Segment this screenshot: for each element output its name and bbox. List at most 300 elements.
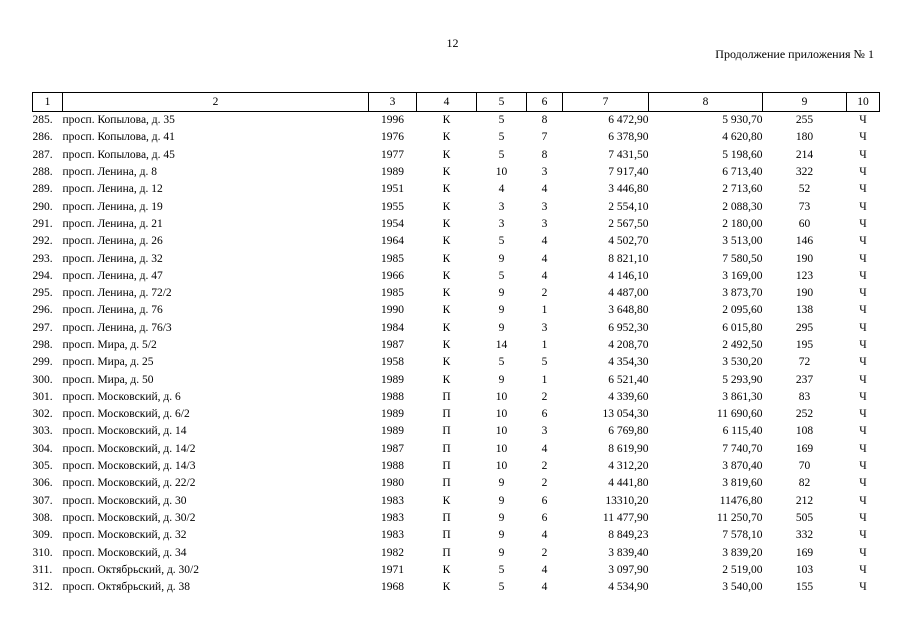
entrances-cell: 4 [541,183,548,196]
year-built-cell: 1989 [381,166,404,179]
year-built-cell: 1989 [381,373,404,386]
row-number-cell: 290. [32,200,53,213]
total-area-cell: 4 354,30 [608,356,649,369]
living-area-cell: 11 250,70 [716,511,763,524]
ownership-flag-cell: Ч [859,373,867,386]
row-number-cell: 310. [32,546,53,559]
row-number-cell: 287. [32,148,53,161]
table-row [33,285,880,302]
wall-material-cell: К [442,217,451,230]
entrances-cell: 4 [541,252,548,265]
year-built-cell: 1990 [381,304,404,317]
address-cell: просп. Ленина, д. 47 [62,269,163,282]
ownership-flag-cell: Ч [859,131,867,144]
table-header-row [33,93,880,112]
floors-cell: 3 [498,200,505,213]
ownership-flag-cell: Ч [859,200,867,213]
row-number-cell: 289. [32,183,53,196]
row-number-cell: 291. [32,217,53,230]
living-area-cell: 2 519,00 [722,563,763,576]
total-area-cell: 4 208,70 [608,339,649,351]
table-row [33,406,880,423]
wall-material-cell: К [442,148,451,161]
ownership-flag-cell: Ч [859,390,867,403]
floors-cell: 9 [498,373,505,386]
total-area-cell: 11 477,90 [602,511,649,524]
ownership-flag-cell: Ч [859,563,867,576]
total-area-cell: 4 339,60 [608,390,649,403]
residents-cell: 190 [795,252,814,265]
year-built-cell: 1954 [381,217,404,230]
living-area-cell: 6 015,80 [722,321,763,334]
floors-cell: 9 [498,494,505,507]
year-built-cell: 1988 [381,460,404,473]
floors-cell: 5 [498,563,505,576]
living-area-cell: 5 293,90 [722,373,763,386]
floors-cell: 9 [498,546,505,559]
row-number-cell: 285. [32,114,53,127]
entrances-cell: 3 [541,200,548,213]
floors-cell: 10 [495,408,508,421]
living-area-cell: 3 540,00 [722,581,763,594]
page-number: 12 [446,36,459,50]
living-area-cell: 11476,80 [719,494,763,507]
address-cell: просп. Московский, д. 14/2 [62,442,196,455]
table-row [33,510,880,527]
year-built-cell: 1982 [381,546,404,559]
table-row [33,129,880,146]
residents-cell: 108 [795,425,814,438]
entrances-cell: 7 [541,131,548,144]
row-number-cell: 300. [32,373,53,386]
living-area-cell: 3 861,30 [722,390,763,403]
table-row [33,371,880,388]
row-number-cell: 297. [32,321,53,334]
wall-material-cell: К [442,131,451,144]
entrances-cell: 4 [541,563,548,576]
floors-cell: 10 [495,442,508,455]
row-number-cell: 299. [32,356,53,369]
total-area-cell: 3 839,40 [608,546,649,559]
row-number-cell: 311. [32,563,53,576]
residents-cell: 83 [798,390,811,403]
wall-material-cell: П [442,408,451,421]
year-built-cell: 1976 [381,131,404,144]
entrances-cell: 4 [541,529,548,542]
wall-material-cell: К [442,339,451,351]
ownership-flag-cell: Ч [859,252,867,265]
floors-cell: 5 [498,148,505,161]
ownership-flag-cell: Ч [859,114,867,127]
floors-cell: 5 [498,235,505,248]
ownership-flag-cell: Ч [859,546,867,559]
ownership-flag-cell: Ч [859,581,867,594]
table-row [33,458,880,475]
total-area-cell: 6 521,40 [608,373,649,386]
address-cell: просп. Октябрьский, д. 30/2 [62,563,199,576]
table-row [33,233,880,250]
table-row [33,337,880,354]
floors-cell: 9 [498,529,505,542]
address-cell: просп. Московский, д. 14 [62,425,187,438]
address-cell: просп. Ленина, д. 12 [62,183,163,196]
row-number-cell: 298. [32,339,53,351]
address-cell: просп. Московский, д. 22/2 [62,477,196,490]
wall-material-cell: К [442,287,451,300]
column-header-3: 3 [369,93,417,112]
residents-cell: 138 [795,304,814,317]
total-area-cell: 3 097,90 [608,563,649,576]
year-built-cell: 1977 [381,148,404,161]
residents-cell: 252 [795,408,814,421]
floors-cell: 10 [495,390,508,403]
address-cell: просп. Московский, д. 6 [62,390,181,403]
row-number-cell: 302. [32,408,53,421]
ownership-flag-cell: Ч [859,287,867,300]
year-built-cell: 1996 [381,114,404,127]
living-area-cell: 6 713,40 [722,166,763,179]
row-number-cell: 286. [32,131,53,144]
column-header-10: 10 [847,93,880,112]
table-row [33,544,880,561]
table-row [33,493,880,510]
living-area-cell: 6 115,40 [722,425,763,438]
address-cell: просп. Ленина, д. 72/2 [62,287,172,300]
table-row [33,579,880,596]
total-area-cell: 2 567,50 [608,217,649,230]
floors-cell: 5 [498,356,505,369]
table-row [33,198,880,215]
year-built-cell: 1983 [381,494,404,507]
row-number-cell: 307. [32,494,53,507]
table-row [33,268,880,285]
year-built-cell: 1989 [381,425,404,438]
wall-material-cell: К [442,321,451,334]
column-header-8: 8 [649,93,763,112]
ownership-flag-cell: Ч [859,494,867,507]
wall-material-cell: К [442,269,451,282]
row-number-cell: 306. [32,477,53,490]
living-area-cell: 11 690,60 [716,408,763,421]
entrances-cell: 2 [541,390,548,403]
floors-cell: 5 [498,269,505,282]
wall-material-cell: К [442,114,451,127]
residents-cell: 82 [798,477,811,490]
year-built-cell: 1966 [381,269,404,282]
table-row [33,181,880,198]
total-area-cell: 8 849,23 [608,529,649,542]
entrances-cell: 1 [541,339,548,351]
residents-cell: 190 [795,287,814,300]
residents-cell: 73 [798,200,811,213]
living-area-cell: 7 740,70 [722,442,763,455]
address-cell: просп. Ленина, д. 32 [62,252,163,265]
ownership-flag-cell: Ч [859,183,867,196]
address-cell: просп. Октябрьский, д. 38 [62,581,191,594]
floors-cell: 9 [498,511,505,524]
address-cell: просп. Мира, д. 50 [62,373,154,386]
row-number-cell: 292. [32,235,53,248]
entrances-cell: 2 [541,477,548,490]
table-row [33,320,880,337]
row-number-cell: 312. [32,581,53,594]
total-area-cell: 13 054,30 [602,408,649,421]
living-area-cell: 7 578,10 [722,529,763,542]
floors-cell: 10 [495,425,508,438]
living-area-cell: 2 713,60 [722,183,763,196]
address-cell: просп. Мира, д. 25 [62,356,154,369]
floors-cell: 5 [498,581,505,594]
floors-cell: 9 [498,252,505,265]
address-cell: просп. Ленина, д. 19 [62,200,163,213]
residents-cell: 332 [795,529,814,542]
living-area-cell: 5 198,60 [722,148,763,161]
living-area-cell: 2 095,60 [722,304,763,317]
address-cell: просп. Московский, д. 14/3 [62,460,196,473]
living-area-cell: 4 620,80 [722,131,763,144]
wall-material-cell: К [442,200,451,213]
residents-cell: 169 [795,442,814,455]
living-area-cell: 3 819,60 [722,477,763,490]
residents-cell: 123 [795,269,814,282]
residents-cell: 72 [798,356,811,369]
total-area-cell: 4 312,20 [608,460,649,473]
floors-cell: 10 [495,460,508,473]
wall-material-cell: К [442,563,451,576]
wall-material-cell: К [442,183,451,196]
wall-material-cell: П [442,511,451,524]
residents-cell: 60 [798,217,811,230]
living-area-cell: 3 530,20 [722,356,763,369]
address-cell: просп. Ленина, д. 21 [62,217,163,230]
table-body [33,112,880,597]
total-area-cell: 2 554,10 [608,200,649,213]
total-area-cell: 8 821,10 [608,252,649,265]
floors-cell: 5 [498,131,505,144]
building-registry-table [32,92,880,596]
row-number-cell: 296. [32,304,53,317]
residents-cell: 322 [795,166,814,179]
residents-cell: 195 [795,339,814,351]
residents-cell: 214 [795,148,814,161]
living-area-cell: 3 839,20 [722,546,763,559]
address-cell: просп. Мира, д. 5/2 [62,339,157,351]
address-cell: просп. Ленина, д. 76 [62,304,163,317]
ownership-flag-cell: Ч [859,217,867,230]
row-number-cell: 301. [32,390,53,403]
total-area-cell: 4 502,70 [608,235,649,248]
total-area-cell: 8 619,90 [608,442,649,455]
entrances-cell: 2 [541,546,548,559]
ownership-flag-cell: Ч [859,148,867,161]
table-row [33,216,880,233]
residents-cell: 103 [795,563,814,576]
year-built-cell: 1985 [381,252,404,265]
entrances-cell: 6 [541,511,548,524]
entrances-cell: 3 [541,321,548,334]
year-built-cell: 1985 [381,287,404,300]
ownership-flag-cell: Ч [859,408,867,421]
entrances-cell: 1 [541,373,548,386]
year-built-cell: 1971 [381,563,404,576]
living-area-cell: 5 930,70 [722,114,763,127]
row-number-cell: 293. [32,252,53,265]
wall-material-cell: К [442,304,451,317]
residents-cell: 155 [795,581,814,594]
address-cell: просп. Московский, д. 34 [62,546,187,559]
floors-cell: 9 [498,287,505,300]
table-row [33,441,880,458]
column-header-9: 9 [763,93,847,112]
entrances-cell: 1 [541,304,548,317]
residents-cell: 212 [795,494,814,507]
entrances-cell: 4 [541,235,548,248]
ownership-flag-cell: Ч [859,304,867,317]
year-built-cell: 1980 [381,477,404,490]
table-row [33,389,880,406]
total-area-cell: 3 446,80 [608,183,649,196]
year-built-cell: 1968 [381,581,404,594]
floors-cell: 5 [498,114,505,127]
residents-cell: 505 [795,511,814,524]
residents-cell: 237 [795,373,814,386]
floors-cell: 4 [498,183,505,196]
year-built-cell: 1955 [381,200,404,213]
ownership-flag-cell: Ч [859,511,867,524]
residents-cell: 169 [795,546,814,559]
table-row [33,250,880,267]
ownership-flag-cell: Ч [859,339,867,351]
table-row [33,112,880,130]
year-built-cell: 1983 [381,511,404,524]
row-number-cell: 288. [32,166,53,179]
wall-material-cell: К [442,373,451,386]
floors-cell: 9 [498,321,505,334]
living-area-cell: 3 873,70 [722,287,763,300]
total-area-cell: 6 472,90 [608,114,649,127]
wall-material-cell: П [442,425,451,438]
table-row [33,527,880,544]
year-built-cell: 1989 [381,408,404,421]
floors-cell: 9 [498,304,505,317]
total-area-cell: 4 146,10 [608,269,649,282]
total-area-cell: 7 431,50 [608,148,649,161]
address-cell: просп. Копылова, д. 41 [62,131,175,144]
ownership-flag-cell: Ч [859,460,867,473]
address-cell: просп. Московский, д. 30 [62,494,187,507]
table-row [33,147,880,164]
year-built-cell: 1983 [381,529,404,542]
wall-material-cell: П [442,442,451,455]
wall-material-cell: П [442,460,451,473]
year-built-cell: 1984 [381,321,404,334]
living-area-cell: 2 492,50 [722,339,763,351]
entrances-cell: 3 [541,425,548,438]
entrances-cell: 2 [541,460,548,473]
ownership-flag-cell: Ч [859,235,867,248]
floors-cell: 9 [498,477,505,490]
row-number-cell: 304. [32,442,53,455]
ownership-flag-cell: Ч [859,442,867,455]
wall-material-cell: К [442,252,451,265]
year-built-cell: 1958 [381,356,404,369]
ownership-flag-cell: Ч [859,356,867,369]
entrances-cell: 5 [541,356,548,369]
year-built-cell: 1951 [381,183,404,196]
row-number-cell: 305. [32,460,53,473]
residents-cell: 255 [795,114,814,127]
entrances-cell: 6 [541,408,548,421]
ownership-flag-cell: Ч [859,166,867,179]
column-header-5: 5 [477,93,527,112]
total-area-cell: 6 952,30 [608,321,649,334]
table-row [33,562,880,579]
appendix-continuation-note: Продолжение приложения № 1 [715,47,874,61]
total-area-cell: 4 487,00 [608,287,649,300]
entrances-cell: 2 [541,287,548,300]
residents-cell: 52 [798,183,811,196]
wall-material-cell: К [442,235,451,248]
ownership-flag-cell: Ч [859,425,867,438]
living-area-cell: 7 580,50 [722,252,763,265]
residents-cell: 180 [795,131,814,144]
entrances-cell: 4 [541,581,548,594]
entrances-cell: 6 [541,494,548,507]
total-area-cell: 13310,20 [605,494,649,507]
address-cell: просп. Московский, д. 6/2 [62,408,190,421]
entrances-cell: 3 [541,217,548,230]
row-number-cell: 303. [32,425,53,438]
ownership-flag-cell: Ч [859,529,867,542]
total-area-cell: 7 917,40 [608,166,649,179]
table-row [33,164,880,181]
address-cell: просп. Московский, д. 30/2 [62,511,196,524]
ownership-flag-cell: Ч [859,477,867,490]
residents-cell: 70 [798,460,811,473]
year-built-cell: 1988 [381,390,404,403]
year-built-cell: 1987 [381,339,404,351]
column-header-2: 2 [63,93,369,112]
year-built-cell: 1987 [381,442,404,455]
row-number-cell: 308. [32,511,53,524]
row-number-cell: 309. [32,529,53,542]
wall-material-cell: К [442,166,451,179]
entrances-cell: 4 [541,269,548,282]
total-area-cell: 6 378,90 [608,131,649,144]
wall-material-cell: П [442,477,451,490]
column-header-1: 1 [33,93,63,112]
column-header-6: 6 [527,93,563,112]
total-area-cell: 3 648,80 [608,304,649,317]
wall-material-cell: П [442,390,451,403]
floors-cell: 10 [495,166,508,179]
entrances-cell: 3 [541,166,548,179]
wall-material-cell: К [442,494,451,507]
entrances-cell: 8 [541,148,548,161]
year-built-cell: 1964 [381,235,404,248]
entrances-cell: 8 [541,114,548,127]
living-area-cell: 3 513,00 [722,235,763,248]
table-row [33,302,880,319]
wall-material-cell: К [442,581,451,594]
wall-material-cell: П [442,546,451,559]
living-area-cell: 3 870,40 [722,460,763,473]
column-header-7: 7 [563,93,649,112]
total-area-cell: 4 441,80 [608,477,649,490]
address-cell: просп. Ленина, д. 76/3 [62,321,172,334]
column-header-4: 4 [417,93,477,112]
table-row [33,354,880,371]
